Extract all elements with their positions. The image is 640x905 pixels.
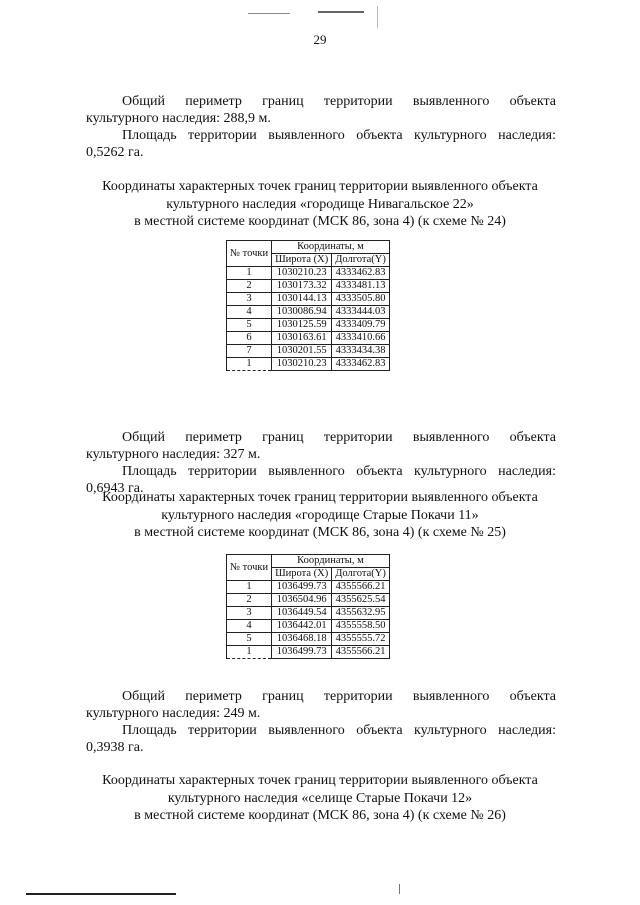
- perimeter-text-line1: Общий периметр границ территории выявленного объекта: [122, 94, 556, 109]
- header-lon: Долгота(Y): [332, 254, 390, 267]
- cell-lon: 4333409.79: [332, 319, 390, 332]
- heading-line3: в местной системе координат (МСК 86, зона 4) (к схеме № 24): [134, 214, 506, 229]
- table-row: [227, 620, 390, 633]
- perimeter-text-line2: культурного наследия: 288,9 м.: [86, 111, 271, 126]
- header-lat: Широта (X): [272, 254, 332, 267]
- coords-table-24: [226, 240, 390, 371]
- area-text-line1: Площадь территории выявленного объекта культурного наследия:: [122, 723, 556, 738]
- header-coords: Координаты, м: [272, 555, 390, 568]
- cell-lon: 4355566.21: [332, 646, 390, 659]
- cell-point: 1: [227, 646, 272, 659]
- cell-lon: 4333434.38: [332, 345, 390, 358]
- heading-line3: в местной системе координат (МСК 86, зона 4) (к схеме № 25): [134, 525, 506, 540]
- cell-lat: 1030173.32: [272, 280, 332, 293]
- table-row: [227, 345, 390, 358]
- heading-line1: Координаты характерных точек границ территории выявленного объекта: [102, 773, 538, 788]
- heading-line2: культурного наследия «городище Старые Покачи 11»: [161, 507, 479, 523]
- scan-mark-top-left: [248, 13, 290, 14]
- perimeter-paragraph-b: [86, 429, 556, 463]
- area-text-line1: Площадь территории выявленного объекта культурного наследия:: [122, 464, 556, 479]
- cell-point: 6: [227, 332, 272, 345]
- cell-point: 5: [227, 633, 272, 646]
- cell-lon: 4333444.03: [332, 306, 390, 319]
- perimeter-text-line2: культурного наследия: 327 м.: [86, 447, 261, 462]
- cell-point: 1: [227, 358, 272, 371]
- cell-point: 4: [227, 620, 272, 633]
- table-row: [227, 633, 390, 646]
- table-row: [227, 267, 390, 280]
- heading-line1: Координаты характерных точек границ территории выявленного объекта: [102, 179, 538, 194]
- table-row: [227, 594, 390, 607]
- cell-lon: 4333462.83: [332, 267, 390, 280]
- area-paragraph-a: [86, 127, 556, 161]
- cell-point: 3: [227, 607, 272, 620]
- coords-heading-26: [60, 772, 580, 825]
- scan-mark-top-right: [318, 11, 364, 13]
- cell-lat: 1030210.23: [272, 358, 332, 371]
- perimeter-paragraph-a: [86, 93, 556, 127]
- header-lat: Широта (X): [272, 568, 332, 581]
- cell-lon: 4333410.66: [332, 332, 390, 345]
- cell-lat: 1030144.13: [272, 293, 332, 306]
- cell-lon: 4333481.13: [332, 280, 390, 293]
- heading-line1: Координаты характерных точек границ территории выявленного объекта: [102, 490, 538, 505]
- cell-lat: 1030210.23: [272, 267, 332, 280]
- scan-mark-bottom: [399, 884, 400, 894]
- header-lon: Долгота(Y): [332, 568, 390, 581]
- area-text-line1: Площадь территории выявленного объекта культурного наследия:: [122, 128, 556, 143]
- cell-lat: 1030201.55: [272, 345, 332, 358]
- cell-lat: 1036499.73: [272, 581, 332, 594]
- table-row: [227, 280, 390, 293]
- cell-lat: 1030086.94: [272, 306, 332, 319]
- heading-line2: культурного наследия «селище Старые Покачи 12»: [167, 790, 473, 806]
- table-row: [227, 581, 390, 594]
- perimeter-paragraph-c: [86, 688, 556, 722]
- heading-line2: культурного наследия «городище Нивагальское 22»: [166, 196, 474, 212]
- cell-lon: 4333462.83: [332, 358, 390, 371]
- cell-point: 4: [227, 306, 272, 319]
- area-text-line2: 0,6943 га.: [86, 481, 144, 496]
- perimeter-text-line2: культурного наследия: 249 м.: [86, 706, 261, 721]
- cell-lat: 1036504.96: [272, 594, 332, 607]
- area-text-line2: 0,5262 га.: [86, 145, 144, 160]
- header-point: № точки: [227, 555, 272, 581]
- cell-point: 3: [227, 293, 272, 306]
- perimeter-text-line1: Общий периметр границ территории выявленного объекта: [122, 430, 556, 445]
- cell-point: 2: [227, 280, 272, 293]
- cell-lat: 1036468.18: [272, 633, 332, 646]
- area-paragraph-c: [86, 722, 556, 756]
- cell-lon: 4355566.21: [332, 581, 390, 594]
- table-row: [227, 306, 390, 319]
- cell-lat: 1036442.01: [272, 620, 332, 633]
- coords-table-25: [226, 554, 390, 659]
- cell-lat: 1036499.73: [272, 646, 332, 659]
- coords-heading-24: [60, 178, 580, 231]
- footer-rule: [26, 893, 176, 895]
- perimeter-text-line1: Общий периметр границ территории выявленного объекта: [122, 689, 556, 704]
- table-row: [227, 607, 390, 620]
- cell-point: 5: [227, 319, 272, 332]
- cell-point: 1: [227, 581, 272, 594]
- scan-margin-line: [377, 6, 378, 28]
- table-row: [227, 646, 390, 659]
- cell-point: 2: [227, 594, 272, 607]
- cell-lon: 4355555.72: [332, 633, 390, 646]
- table-row: [227, 319, 390, 332]
- cell-point: 1: [227, 267, 272, 280]
- cell-lat: 1036449.54: [272, 607, 332, 620]
- cell-lon: 4333505.80: [332, 293, 390, 306]
- cell-lon: 4355632.95: [332, 607, 390, 620]
- area-text-line2: 0,3938 га.: [86, 740, 144, 755]
- heading-line3: в местной системе координат (МСК 86, зона 4) (к схеме № 26): [134, 808, 506, 823]
- table-row: [227, 293, 390, 306]
- header-point: № точки: [227, 241, 272, 267]
- cell-lat: 1030125.59: [272, 319, 332, 332]
- coords-heading-25: [60, 489, 580, 542]
- cell-point: 7: [227, 345, 272, 358]
- page-number: 29: [313, 32, 327, 47]
- cell-lat: 1030163.61: [272, 332, 332, 345]
- table-row: [227, 332, 390, 345]
- table-row: [227, 358, 390, 371]
- cell-lon: 4355558.50: [332, 620, 390, 633]
- cell-lon: 4355625.54: [332, 594, 390, 607]
- header-coords: Координаты, м: [272, 241, 390, 254]
